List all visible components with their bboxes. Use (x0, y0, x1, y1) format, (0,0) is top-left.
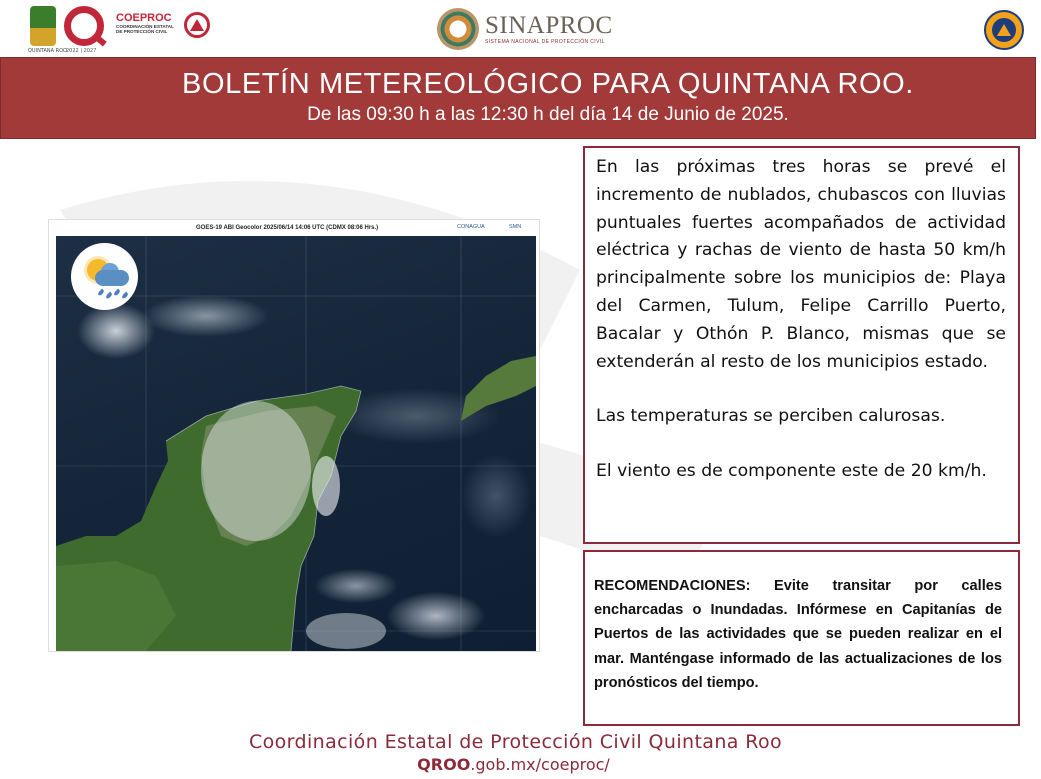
forecast-paragraph: En las próximas tres horas se prevé el incremento de nublados, chubascos con lluvias puntuales fuertes acompañados de actividad eléctrica y rachas de viento de hasta 50 km/h principalmente sobre los municipios de: Playa del Carmen, Tulum, Felipe Carrillo Puerto, Bacalar y Othón P. Blanco, mismas que se extenderán al resto de los municipios estado. (596, 157, 1006, 372)
coeproc-logo (64, 6, 174, 54)
header-bar (0, 0, 1041, 58)
forecast-description-box (583, 146, 1020, 544)
sinaproc-title: SINAPROC (485, 12, 613, 39)
recommendations-text: RECOMENDACIONES: Evite transitar por calles encharcadas o Inundadas. Infórmese en Capitanías de Puertos de las actividades que se pueden realizar en el mar. Manténgase informado de las actualizaciones de los pronósticos del tiempo. (594, 578, 1002, 691)
bulletin-subtitle: De las 09:30 h a las 12:30 h del día 14 de Junio de 2025. (307, 104, 789, 125)
coeproc-title: COEPROC (116, 12, 172, 24)
sun-cloud-rain-icon (71, 243, 138, 310)
footer-url[interactable] (0, 755, 1041, 774)
sinaproc-logo (437, 8, 613, 50)
bulletin-title: BOLETÍN METEREOLÓGICO PARA QUINTANA ROO. (182, 68, 914, 100)
footer-url-path: .gob.mx/coeproc/ (470, 755, 610, 774)
satellite-caption: GOES-19 ABI Geocolor 2025/06/14 14:06 UTC (CDMX 08:06 Hrs.) (196, 225, 379, 231)
temperature-paragraph: Las temperaturas se perciben calurosas. (596, 406, 946, 427)
recommendations-box (583, 550, 1020, 726)
conagua-logo: CONAGUA (457, 224, 485, 230)
sinaproc-emblem-icon (437, 8, 479, 50)
sinaproc-subtitle: SISTEMA NACIONAL DE PROTECCIÓN CIVIL (485, 39, 605, 45)
coeproc-text-block (116, 12, 190, 35)
bulletin-banner (0, 57, 1036, 139)
satellite-image (56, 236, 536, 651)
state-emblem-caption: QUINTANA ROO (28, 48, 67, 54)
coeproc-subtitle: COORDINACIÓN ESTATAL DE PROTECCIÓN CIVIL (116, 24, 174, 35)
civil-protection-triangle-icon (184, 12, 210, 38)
state-shield-icon (30, 6, 56, 46)
satellite-image-panel (48, 219, 540, 652)
wind-paragraph: El viento es de componente este de 20 km/h. (596, 461, 987, 482)
national-civil-protection-badge-icon (984, 10, 1024, 50)
coeproc-years: 2022 | 2027 (66, 48, 97, 54)
quintana-roo-emblem (28, 6, 67, 54)
smn-logo: SMN (509, 224, 522, 230)
q-logo-icon (64, 6, 104, 46)
footer-url-domain: QROO (417, 755, 471, 774)
satellite-header (49, 220, 539, 236)
footer-organization: Coordinación Estatal de Protección Civil Quintana Roo (248, 731, 783, 753)
